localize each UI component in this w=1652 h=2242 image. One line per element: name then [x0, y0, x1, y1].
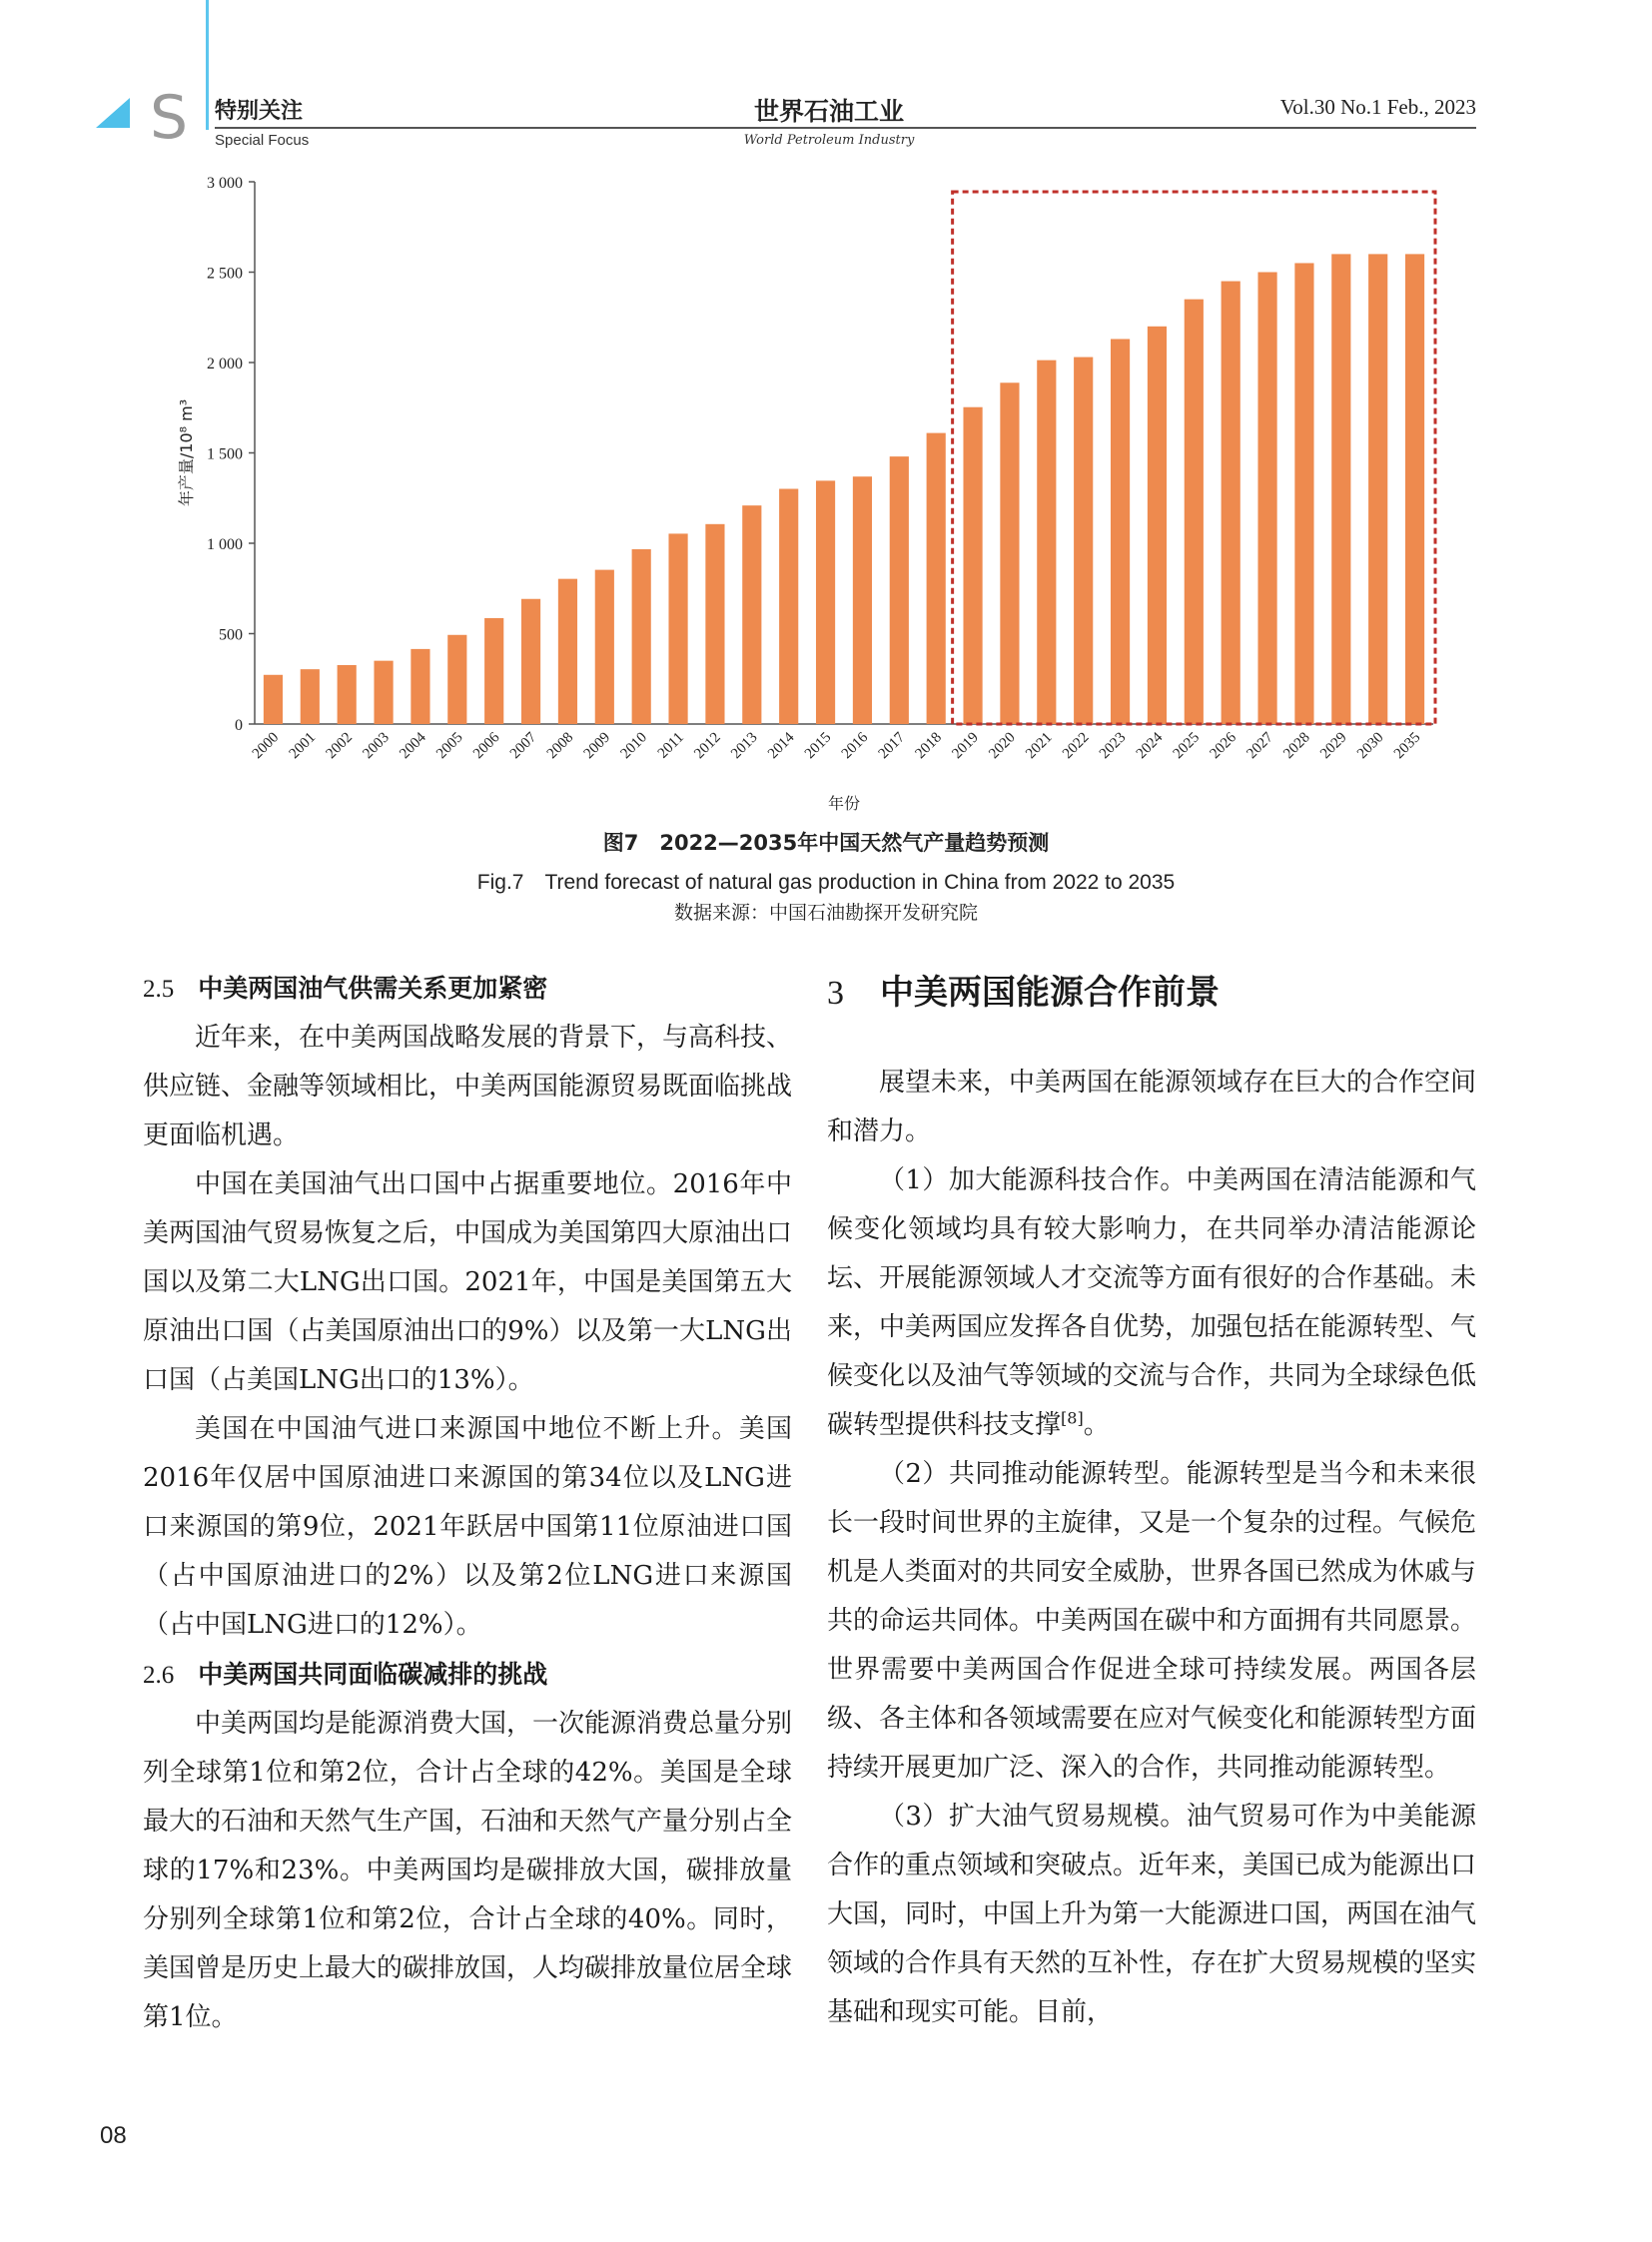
x-tick-label: 2003 — [360, 729, 393, 763]
production-bar-chart — [160, 170, 1458, 819]
bar-2035 — [1405, 254, 1424, 724]
bar-2023 — [1111, 339, 1130, 724]
x-tick-label: 2025 — [1170, 729, 1204, 763]
x-tick-label: 2027 — [1243, 729, 1276, 763]
bar-2004 — [411, 649, 429, 724]
x-tick-label: 2006 — [469, 729, 503, 763]
bar-2000 — [264, 675, 283, 724]
paragraph: 展望未来，中美两国在能源领域存在巨大的合作空间和潜力。 — [827, 1068, 1477, 1146]
paragraph: （3）扩大油气贸易规模。油气贸易可作为中美能源合作的重点领域和突破点。近年来，美国已成为能源出口大国，同时，中国上升为第一大能源进口国，两国在油气领域的合作具有天然的互补性，存在扩大贸易规模的坚实基础和现实可能。目前， — [827, 1802, 1477, 2027]
bar-2011 — [668, 533, 687, 724]
bar-2002 — [338, 665, 357, 724]
x-tick-label: 2026 — [1207, 729, 1240, 763]
bar-2013 — [742, 505, 761, 724]
citation-ref: [8] — [1061, 1408, 1084, 1428]
paragraph: 美国在中国油气进口来源国中地位不断上升。美国2016年仅居中国原油进口来源国的第34位以及LNG进口来源国的第9位，2021年跃居中国第11位原油进口国（占中国原油进口的2%）以及第2位LNG进口来源国（占中国LNG进口的12%）。 — [143, 1414, 792, 1640]
y-tick-label: 500 — [219, 626, 243, 644]
journal-title-en: World Petroleum Industry — [743, 133, 915, 148]
bar-2022 — [1074, 358, 1093, 724]
x-tick-label: 2030 — [1353, 729, 1387, 763]
volume-info: Vol.30 No.1 Feb., 2023 — [1279, 95, 1476, 119]
bar-2024 — [1148, 327, 1167, 724]
x-tick-label: 2035 — [1390, 729, 1424, 763]
y-tick-label: 3 000 — [207, 175, 243, 192]
bar-2028 — [1294, 263, 1313, 724]
section-title: 中美两国油气供需关系更加紧密 — [198, 974, 548, 1003]
section-heading-2-6 — [143, 1650, 792, 1700]
left-column — [143, 964, 792, 2042]
x-axis-label: 年份 — [827, 794, 861, 813]
bar-2005 — [447, 635, 466, 724]
figure-caption-cn: 图7 2022—2035年中国天然气产量趋势预测 — [602, 831, 1050, 855]
y-tick-label: 1 500 — [207, 445, 243, 463]
bar-2009 — [595, 570, 614, 724]
bar-2007 — [521, 599, 540, 724]
section-letter: S — [150, 83, 189, 153]
header-accent-line — [206, 0, 209, 130]
x-tick-label: 2018 — [912, 729, 946, 763]
bar-2018 — [927, 433, 946, 724]
x-tick-label: 2016 — [838, 729, 872, 763]
figure-caption-en: Fig.7 Trend forecast of natural gas production in China from 2022 to 2035 — [476, 871, 1176, 894]
paragraph-end: 。 — [1083, 1410, 1110, 1440]
header-triangle-mark — [96, 98, 130, 128]
paragraph: 近年来，在中美两国战略发展的背景下，与高科技、供应链、金融等领域相比，中美两国能源贸易既面临挑战更面临机遇。 — [143, 1023, 793, 1150]
x-tick-label: 2028 — [1280, 729, 1313, 763]
right-column — [827, 964, 1476, 2037]
section-heading-3 — [827, 964, 1476, 1023]
bar-2012 — [705, 524, 724, 724]
figure-source: 数据来源：中国石油勘探开发研究院 — [673, 902, 978, 924]
x-tick-label: 2021 — [1023, 729, 1056, 763]
bar-2029 — [1331, 254, 1350, 724]
x-tick-label: 2010 — [617, 729, 651, 763]
bar-2019 — [963, 407, 982, 724]
x-tick-label: 2008 — [543, 729, 577, 763]
x-tick-label: 2017 — [875, 729, 909, 763]
bar-2015 — [816, 480, 835, 724]
section-number: 3 — [827, 975, 844, 1012]
y-tick-label: 2 500 — [207, 265, 243, 283]
y-tick-label: 2 000 — [207, 356, 243, 373]
paragraph: 中美两国均是能源消费大国，一次能源消费总量分别列全球第1位和第2位，合计占全球的42%。美国是全球最大的石油和天然气生产国，石油和天然气产量分别占全球的17%和23%。中美两国均是碳排放大国，碳排放量分别列全球第1位和第2位，合计占全球的40%。同时，美国曾是历史上最大的碳排放国，人均碳排放量位居全球第1位。 — [143, 1709, 793, 2032]
x-tick-label: 2029 — [1317, 729, 1350, 763]
x-tick-label: 2015 — [801, 729, 835, 763]
section-number: 2.5 — [143, 976, 175, 1003]
bar-2026 — [1222, 282, 1240, 724]
bar-2020 — [1000, 382, 1019, 724]
x-tick-label: 2024 — [1133, 729, 1167, 763]
section-title: 中美两国能源合作前景 — [880, 973, 1220, 1013]
x-tick-label: 2005 — [433, 729, 466, 763]
x-tick-label: 2009 — [580, 729, 614, 763]
section-heading-2-5 — [143, 964, 792, 1014]
x-tick-label: 2014 — [764, 729, 798, 763]
section-title-en: Special Focus — [215, 132, 310, 149]
x-tick-label: 2013 — [728, 729, 761, 763]
bar-2025 — [1185, 300, 1204, 724]
paragraph-text: （1）加大能源科技合作。中美两国在清洁能源和气候变化领域均具有较大影响力，在共同举办清洁能源论坛、开展能源领域人才交流等方面有很好的合作基础。未来，中美两国应发挥各自优势，加强包括在能源转型、气候变化以及油气等领域的交流与合作，共同为全球绿色低碳转型提供科技支撑 — [827, 1165, 1477, 1440]
y-tick-label: 1 000 — [207, 536, 243, 553]
x-tick-label: 2001 — [286, 729, 320, 763]
y-axis-label: 年产量/10⁸ m³ — [177, 398, 196, 507]
paragraph — [827, 1156, 1476, 1450]
bar-2030 — [1368, 254, 1387, 724]
section-title: 中美两国共同面临碳减排的挑战 — [198, 1660, 548, 1689]
paragraph: 中国在美国油气出口国中占据重要地位。2016年中美两国油气贸易恢复之后，中国成为美国第四大原油出口国以及第二大LNG出口国。2021年，中国是美国第五大原油出口国（占美国原油出口的9%）以及第一大LNG出口国（占美国LNG出口的13%）。 — [143, 1169, 793, 1395]
x-tick-label: 2020 — [986, 729, 1019, 763]
bar-2010 — [632, 549, 651, 724]
x-tick-label: 2002 — [323, 729, 357, 763]
bar-2017 — [890, 456, 909, 724]
paragraph: （2）共同推动能源转型。能源转型是当今和未来很长一段时间世界的主旋律，又是一个复杂的过程。气候危机是人类面对的共同安全威胁，世界各国已然成为休戚与共的命运共同体。中美两国在碳中和方面拥有共同愿景。世界需要中美两国合作促进全球可持续发展。两国各层级、各主体和各领域需要在应对气候变化和能源转型方面持续开展更加广泛、深入的合作，共同推动能源转型。 — [827, 1459, 1477, 1783]
x-tick-label: 2022 — [1059, 729, 1093, 763]
section-title-cn: 特别关注 — [215, 99, 304, 124]
bar-2016 — [853, 476, 872, 724]
journal-title-cn: 世界石油工业 — [753, 97, 904, 126]
x-tick-label: 2000 — [249, 729, 283, 763]
bar-2006 — [484, 618, 503, 724]
header-rule — [215, 127, 1476, 129]
x-tick-label: 2023 — [1096, 729, 1130, 763]
bar-2008 — [558, 579, 577, 724]
bar-2021 — [1037, 361, 1056, 724]
bar-2027 — [1257, 273, 1276, 725]
bar-2014 — [779, 489, 798, 724]
x-tick-label: 2007 — [506, 729, 540, 763]
bar-2003 — [374, 661, 393, 724]
page-number: 08 — [100, 2122, 127, 2149]
x-tick-label: 2019 — [949, 729, 982, 763]
bar-2001 — [301, 669, 320, 724]
y-tick-label: 0 — [235, 717, 243, 734]
x-tick-label: 2012 — [691, 729, 724, 763]
section-number: 2.6 — [143, 1662, 175, 1689]
x-tick-label: 2004 — [397, 729, 429, 763]
x-tick-label: 2011 — [654, 729, 687, 762]
